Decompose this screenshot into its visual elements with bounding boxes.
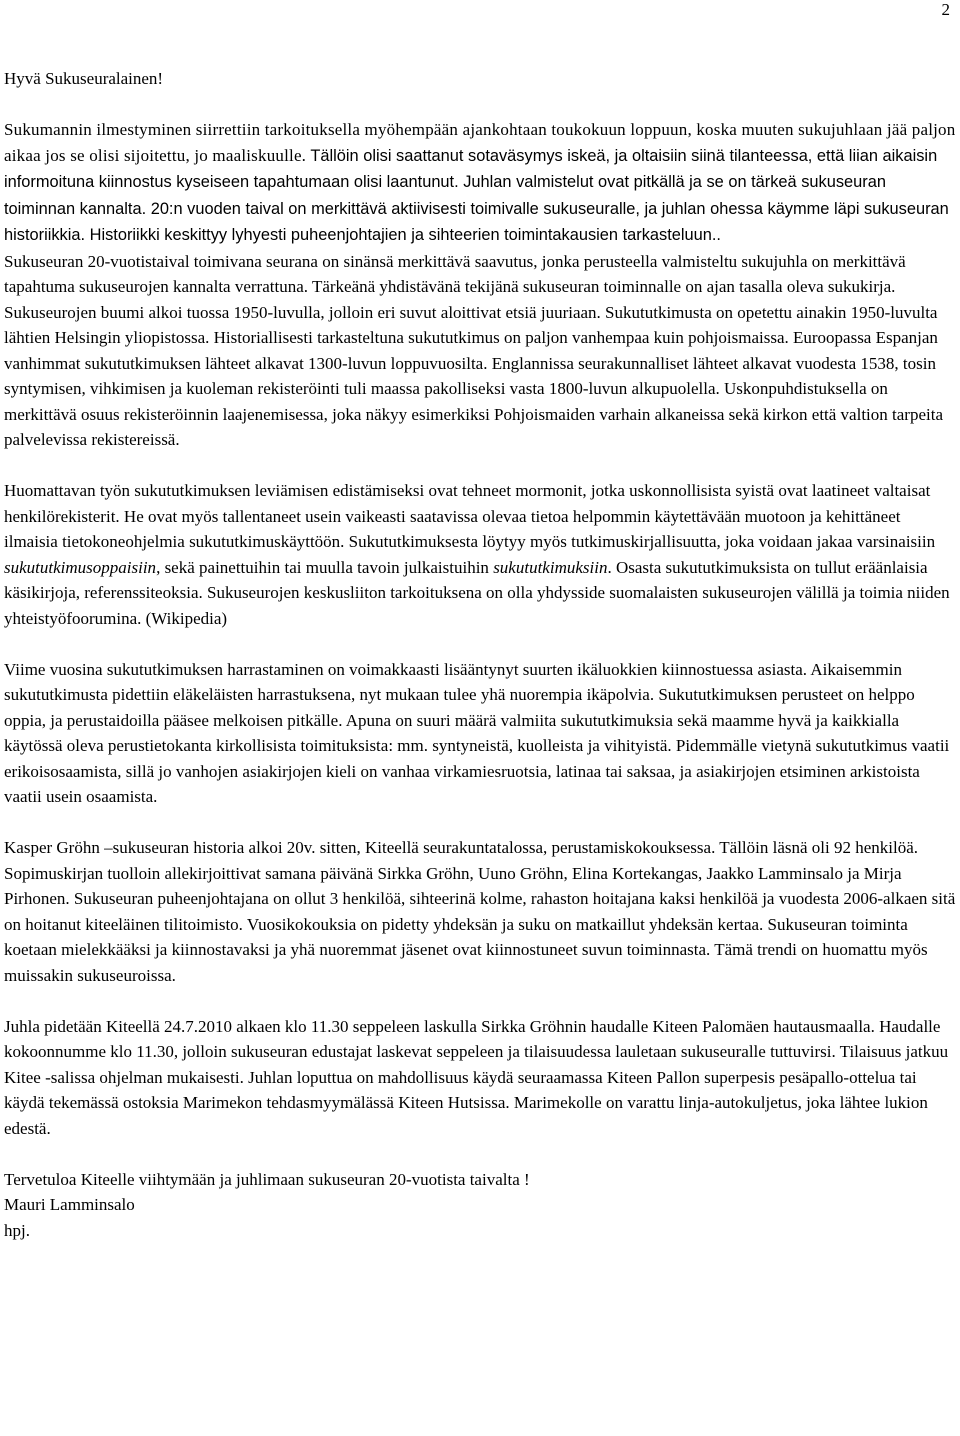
spacer — [4, 453, 956, 479]
paragraph-mormons — [4, 478, 956, 631]
spacer — [4, 810, 956, 836]
greeting: Hyvä Sukuseuralainen! — [4, 69, 164, 88]
paragraph-mormons-text-b: , sekä painettuihin tai muulla tavoin julkaistuihin — [156, 557, 489, 577]
paragraph-mormons-text-a: Huomattavan työn sukututkimuksen leviämisen edistämiseksi ovat tehneet mormonit, jotka uskonnollisista syistä ovat laatineet valtaisat henkilörekisterit. He ovat myös tallentaneet usein vaikeasti saatavissa olevaa tietoa helpommin käytettävään muotoon ja kehittäneet ilmaisia tietokoneohjelmia sukututkimuskäyttöön. Sukututkimuksesta löytyy myös tutkimuskirjallisuutta, joka voidaan jakaa varsinaisiin — [4, 481, 936, 551]
spacer — [4, 631, 956, 657]
paragraph-celebration: Juhla pidetään Kiteellä 24.7.2010 alkaen klo 11.30 seppeleen laskulla Sirkka Gröhnin haudalle Kiteen Palomäen hautausmaalla. Haudalle kokoonnumme klo 11.30, jolloin sukuseuran edustajat laskevat seppeleen ja tilaisuudessa lauletaan sukuseuralle tuttuvirsi. Tilaisuus jatkuu Kitee -salissa ohjelman mukaisesti. Juhlan loputtua on mahdollisuus käydä seuraamassa Kiteen Pallon superpesis pesäpallo-ottelua tai käydä tekemässä ostoksia Marimekon tehdasmyymälässä Kiteen Hutsissa. Marimekolle on varattu linja-autokuljetus, joka lähtee lukion edestä. — [4, 1016, 949, 1138]
letter-body — [4, 66, 956, 1243]
paragraph-society-history: Kasper Gröhn –sukuseuran historia alkoi 20v. sitten, Kiteellä seurakuntatalossa, perustamiskokouksessa. Tällöin läsnä oli 92 henkilöä. Sopimuskirjan tuolloin allekirjoittivat samana päivänä Sirkka Gröhn, Uuno Gröhn, Elina Kortekangas, Jaakko Lamminsalo ja Mirja Pirhonen. Sukuseuran puheenjohtajana on ollut 3 henkilöä, sihteerinä kolme, rahaston hoitajana kaksi henkilöä ja vuodesta 2006-alkaen sitä on hoitanut kiteeläinen tilitoimisto. Vuosikokouksia on pidetty yhdeksän ja suku on matkaillut yhdeksän kertaa. Sukuseuran toiminta koetaan mielekkääksi ja kiinnostavaksi ja yhä nuoremmat jäsenet ovat kiinnostuneet suvun toiminnasta. Tämä trendi on huomattu myös muissakin sukuseuroissa. — [4, 838, 956, 985]
spacer — [4, 1141, 956, 1167]
signature-name: Mauri Lamminsalo — [4, 1195, 135, 1214]
paragraph-anniversary: Sukuseuran 20-vuotistaival toimivana seurana on sinänsä merkittävä saavutus, jonka perusteella valmisteltu sukujuhla on merkittävä tapahtuma sukuseurojen kannalta verrattuna. Tärkeänä yhdistävänä tekijänä sukuseuran toiminnalle on ajan tasalla oleva sukukirja. — [4, 251, 906, 296]
italic-term-guides: sukututkimusoppaisiin — [4, 557, 157, 577]
paragraph-recent-years: Viime vuosina sukututkimuksen harrastaminen on voimakkaasti lisääntynyt suurten ikäluokkien kiinnostuessa asiasta. Aikaisemmin sukututkimusta pidettiin eläkeläisten harrastuksena, nyt mukaan tulee yhä nuorempia ikäpolvia. Sukututkimuksen perusteet on helppo oppia, ja perustaidoilla pääsee melkoisen pitkälle. Apuna on suuri määrä valmiita sukututkimuksia sekä maamme hyvä ja kaikkialla käytössä oleva perustietokanta kirkollisista toimituksista: mm. syntyneistä, kuolleista ja vihityistä. Pidemmälle vietynä sukututkimus vaatii erikoisosaamista, sillä jo vanhojen asiakirjojen kieli on vanhaa virkamiesruotsia, latinaa tai saksaa, ja asiakirjojen etsiminen arkistoista vaatii usein osaamista. — [4, 659, 950, 806]
closing-line: Tervetuloa Kiteelle viihtymään ja juhlimaan sukuseuran 20-vuotista taivalta ! — [4, 1169, 530, 1189]
paragraph-history: Sukuseurojen buumi alkoi tuossa 1950-luvulla, jolloin eri suvut aloittivat etsiä juuriaan. Sukututkimusta on opetettu ainakin 1950-luvulta lähtien Helsingin yliopistossa. Historiallisesti tarkasteltuna sukututkimus on paljon vanhempaa kuin pohjoismaissa. Euroopassa Espanjan vanhimmat sukututkimuksen lähteet alkavat 1300-luvun loppuvuosilta. Englannissa seurakunnalliset lähteet alkavat vuodesta 1538, tosin syntymisen, vihkimisen ja kuoleman rekisteröinti tuli maassa pakolliseksi vasta 1800-luvun alkupuolella. Uskonpuhdistuksella on merkittävä osuus rekisteröinnin laajenemisessa, joka näkyy esimerkiksi Pohjoismaiden varhain alkaneissa sekä kirkon että valtion tarpeita palvelevissa rekistereissä. — [4, 302, 943, 449]
paragraph-mormons-text-c: . Osasta sukututkimuksista on tullut eräänlaisia käsikirjoja, referenssiteoksia. Sukuseurojen keskusliiton tarkoituksena on olla yhdysside suomalaisten sukuseurojen välillä ja toimia niiden yhteistyöfoorumina. (Wikipedia) — [4, 557, 950, 628]
spacer — [4, 988, 956, 1014]
signature-title: hpj. — [4, 1220, 30, 1240]
paragraph-intro-text: Sukumannin ilmestyminen siirrettiin tarkoituksella myöhempään ajankohtaan toukokuun loppuun, koska muuten sukujuhlaan jää paljon aikaa jos se olisi sijoitettu, jo maaliskuulle. — [4, 120, 956, 165]
paragraph-intro-sans-text: Tällöin olisi saattanut sotaväsymys iskeä, ja oltaisiin siinä tilanteessa, että liian aikaisin informoituna kiinnostus kyseiseen tapahtumaan olisi laantunut. Juhlan valmistelut ovat pitkällä ja se on tärkeä sukuseuran toiminnan kannalta. 20:n vuoden taival on merkittävä aktiivisesti toimivalle sukuseuralle, ja juhlan ohessa käymme läpi sukuseuran historiikkia. Historiikki keskittyy lyhyesti puheenjohtajien ja sihteerien toimintakausien tarkasteluun.. — [4, 146, 949, 244]
italic-term-studies: sukututkimuksiin — [493, 557, 608, 577]
spacer — [4, 92, 956, 118]
paragraph-intro — [4, 117, 956, 249]
page-number: 2 — [941, 0, 950, 19]
